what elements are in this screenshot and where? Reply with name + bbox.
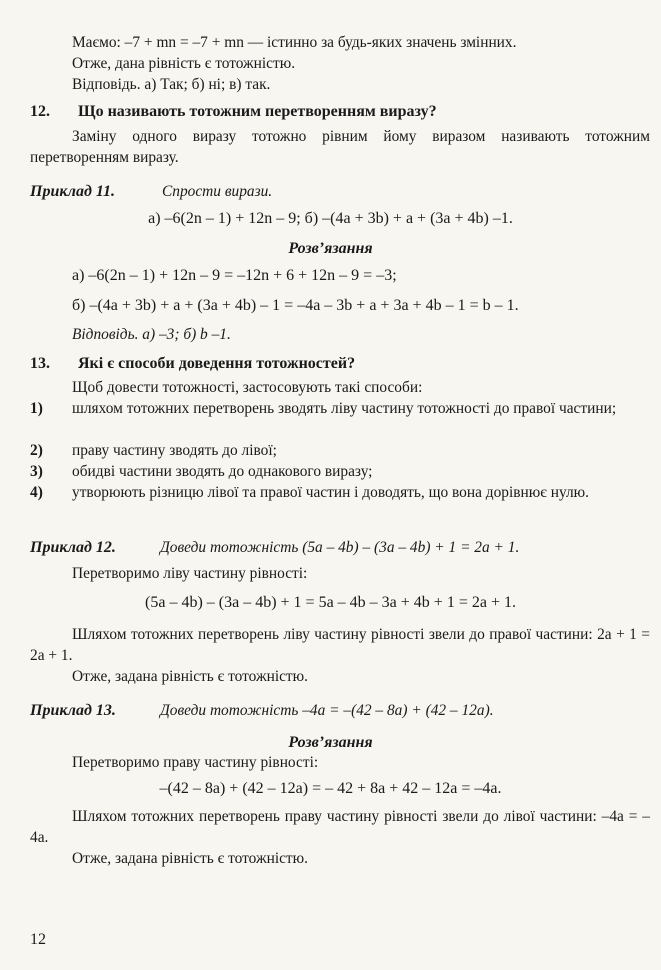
method-1-number: 1) — [30, 400, 43, 417]
example-13-label: Приклад 13. — [30, 702, 116, 719]
example-12-label: Приклад 12. — [30, 539, 116, 556]
question-12-text: Що називають тотожним перетворенням виразу? — [78, 103, 437, 120]
example-11-label: Приклад 11. — [30, 183, 116, 200]
top-answer: Відповідь. а) Так; б) ні; в) так. — [72, 76, 271, 93]
method-2-text: праву частину зводять до лівої; — [72, 442, 277, 459]
example-13-solution-title: Розв’язання — [288, 734, 373, 751]
page-number: 12 — [30, 931, 46, 948]
example-12-conclusion: Шляхом тотожних перетворень ліву частину рівності звели до правої частини: 2a + 1 = 2a + 1. — [30, 626, 650, 664]
example-12-task: Доведи тотожність (5a – 4b) – (3a – 4b) + 1 = 2a + 1. — [160, 539, 520, 556]
question-13-intro: Щоб довести тотожності, застосовують такі способи: — [72, 379, 423, 396]
question-12-number: 12. — [30, 103, 50, 120]
method-2-number: 2) — [30, 442, 43, 459]
method-4-number: 4) — [30, 484, 43, 501]
question-13-text: Які є способи доведення тотожностей? — [78, 355, 356, 372]
method-1-text: шляхом тотожних перетворень зводять ліву частину тотожності до правої частини; — [72, 400, 617, 417]
method-3-number: 3) — [30, 463, 43, 480]
example-11-solution-a: а) –6(2n – 1) + 12n – 9 = –12n + 6 + 12n – 9 = –3; — [72, 267, 397, 284]
question-12-answer: Заміну одного виразу тотожно рівним йому виразом називають тотожним перетворенням виразу. — [30, 128, 650, 166]
example-13-final: Отже, задана рівність є тотожністю. — [72, 850, 308, 867]
top-line-1: Маємо: –7 + mn = –7 + mn — істинно за будь-яких значень змінних. — [72, 34, 517, 51]
example-11-solution-title: Розв’язання — [288, 240, 373, 257]
example-13-calculation: –(42 – 8a) + (42 – 12a) = – 42 + 8a + 42 – 12a = –4a. — [159, 780, 502, 797]
example-13-conclusion: Шляхом тотожних перетворень праву частину рівності звели до лівої частини: –4a = –4a. — [30, 808, 650, 846]
example-13-task: Доведи тотожність –4a = –(42 – 8a) + (42 – 12a). — [160, 702, 494, 719]
example-12-step: Перетворимо ліву частину рівності: — [72, 565, 308, 582]
example-11-task: Спрости вирази. — [162, 183, 273, 200]
example-12-final: Отже, задана рівність є тотожністю. — [72, 668, 308, 685]
example-11-solution-b: б) –(4a + 3b) + a + (3a + 4b) – 1 = –4a – 3b + a + 3a + 4b – 1 = b – 1. — [72, 297, 519, 314]
example-12-calculation: (5a – 4b) – (3a – 4b) + 1 = 5a – 4b – 3a + 4b + 1 = 2a + 1. — [145, 594, 516, 611]
example-13-step: Перетворимо праву частину рівності: — [72, 754, 319, 771]
example-11-answer: Відповідь. а) –3; б) b –1. — [72, 326, 231, 343]
top-line-2: Отже, дана рівність є тотожністю. — [72, 55, 296, 72]
method-4-text: утворюють різницю лівої та правої частин і доводять, що вона дорівнює нулю. — [72, 484, 589, 501]
example-11-expressions: а) –6(2n – 1) + 12n – 9; б) –(4a + 3b) + a + (3a + 4b) –1. — [148, 210, 513, 227]
method-3-text: обидві частини зводять до однакового виразу; — [72, 463, 373, 480]
question-13-number: 13. — [30, 355, 50, 372]
